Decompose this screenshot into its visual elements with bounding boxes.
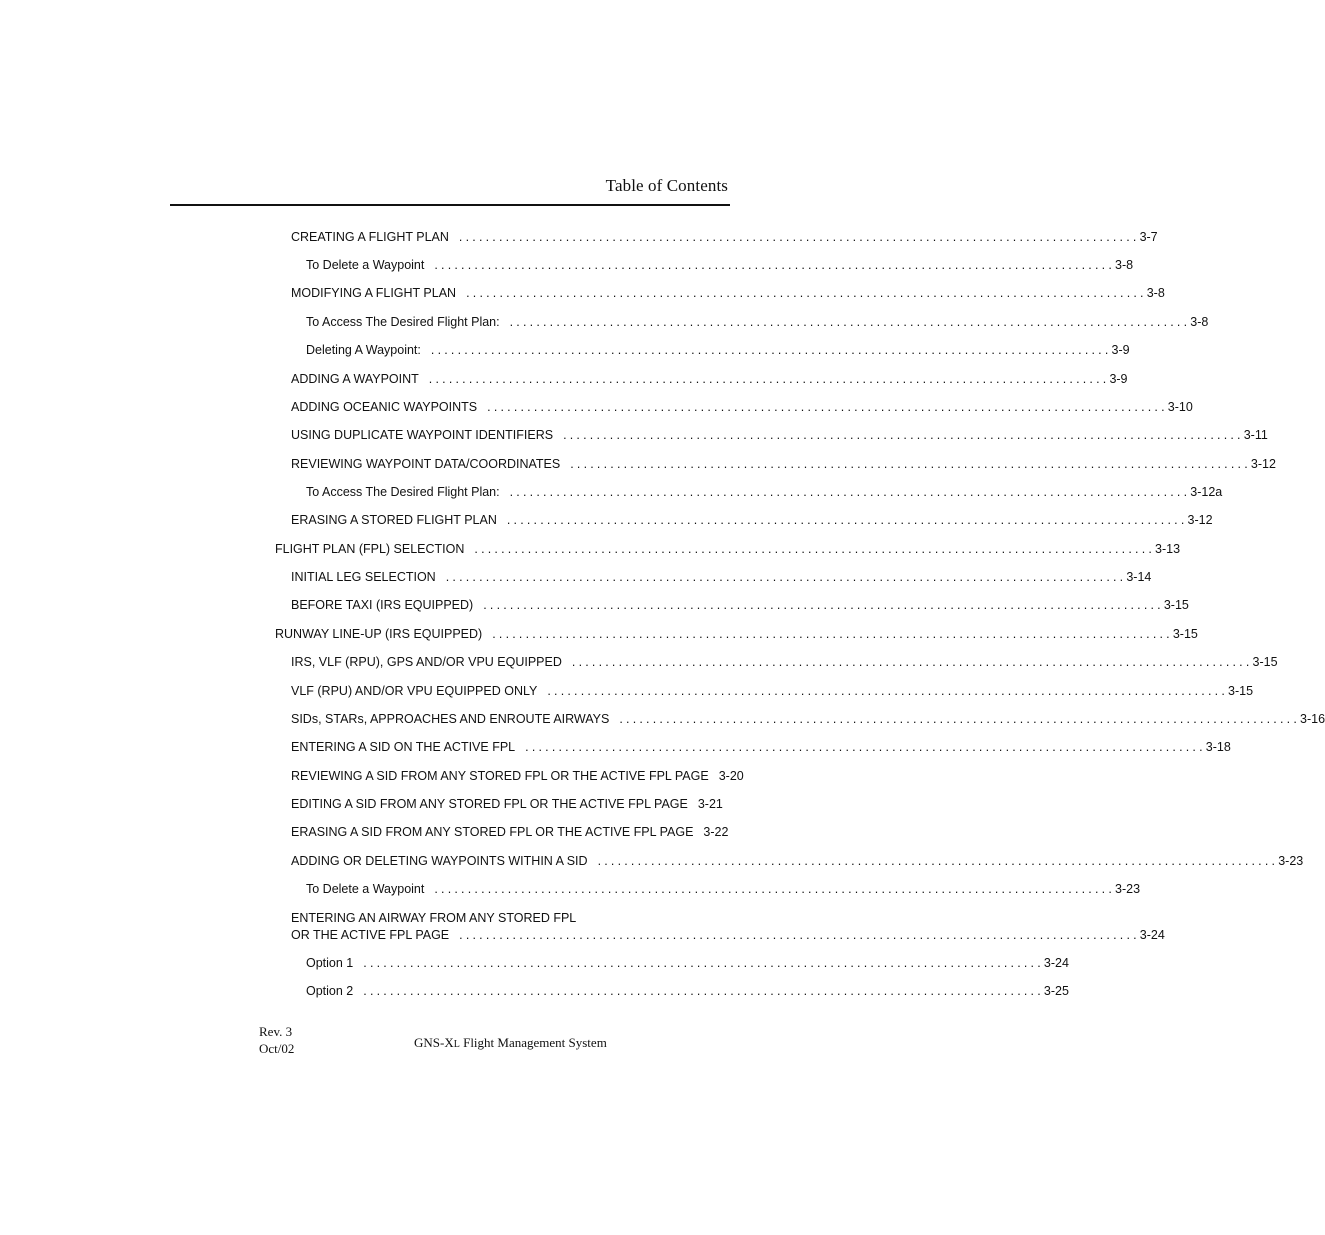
toc-entry-label: Deleting A Waypoint: — [306, 343, 421, 357]
revision-info — [259, 1023, 294, 1057]
toc-entry-label: IRS, VLF (RPU), GPS AND/OR VPU EQUIPPED — [291, 655, 562, 669]
toc-entry-label: Option 1 — [306, 956, 354, 970]
toc-entry-label: To Access The Desired Flight Plan: — [306, 315, 500, 329]
toc-entry[interactable] — [291, 569, 1152, 586]
toc-entry[interactable] — [291, 597, 1189, 614]
dot-leader: ...................................................................................................... — [547, 684, 1228, 698]
dot-leader: ...................................................................................................... — [619, 712, 1300, 726]
toc-entry-label: BEFORE TAXI (IRS EQUIPPED) — [291, 598, 474, 612]
toc-entry-page: 3-16 — [1300, 712, 1325, 726]
toc-entry-page: 3-7 — [1139, 230, 1158, 244]
toc-entry[interactable] — [291, 285, 1165, 302]
toc-entry[interactable] — [306, 983, 1069, 1000]
toc-entry-label-continued: OR THE ACTIVE FPL PAGE — [291, 928, 450, 942]
toc-entry-label: INITIAL LEG SELECTION — [291, 570, 436, 584]
dot-leader: ...................................................................................................... — [430, 343, 1112, 357]
toc-entry-label: ENTERING AN AIRWAY FROM ANY STORED FPL — [291, 911, 577, 925]
dot-leader: ...................................................................................................... — [363, 984, 1044, 998]
toc-entry-page: 3-9 — [1111, 343, 1130, 357]
toc-entry-label: To Delete a Waypoint — [306, 258, 425, 272]
toc-entry-page: 3-8 — [1190, 315, 1209, 329]
toc-entry-page: 3-13 — [1155, 542, 1181, 556]
product-title — [414, 1034, 607, 1053]
dot-leader: ...................................................................................................... — [458, 230, 1140, 244]
toc-entry[interactable] — [291, 711, 1325, 728]
dot-leader: ...................................................................................................... — [434, 882, 1115, 896]
toc-entry[interactable] — [291, 739, 1231, 756]
toc-entry-page: 3-8 — [1146, 286, 1165, 300]
toc-entry[interactable] — [306, 484, 1223, 501]
toc-entry-label: ENTERING A SID ON THE ACTIVE FPL — [291, 740, 516, 754]
toc-entry-label: ADDING OR DELETING WAYPOINTS WITHIN A SID — [291, 854, 588, 868]
toc-entry[interactable] — [275, 541, 1181, 558]
toc-entry-label: ERASING A STORED FLIGHT PLAN — [291, 513, 497, 527]
toc-entry[interactable] — [291, 824, 729, 841]
toc-entry[interactable] — [291, 512, 1213, 529]
toc-entry-page: 3-25 — [1043, 984, 1069, 998]
toc-entry[interactable] — [291, 796, 723, 813]
toc-entry-label: MODIFYING A FLIGHT PLAN — [291, 286, 457, 300]
toc-entry[interactable] — [291, 910, 1165, 944]
toc-entry-label: USING DUPLICATE WAYPOINT IDENTIFIERS — [291, 428, 554, 442]
dot-leader: ...................................................................................................... — [466, 286, 1147, 300]
dot-leader: ...................................................................................................... — [459, 928, 1140, 942]
dot-leader: ...................................................................................................... — [487, 400, 1168, 414]
toc-entry-page: 3-12 — [1250, 457, 1276, 471]
toc-entry-label: Option 2 — [306, 984, 354, 998]
revision-number: Rev. 3 — [259, 1024, 293, 1039]
toc-entry-page: 3-22 — [703, 825, 729, 839]
dot-leader: ...................................................................................................... — [363, 956, 1044, 970]
dot-leader: ...................................................................................................... — [428, 372, 1110, 386]
toc-entry[interactable] — [291, 654, 1278, 671]
toc-entry-page: 3-24 — [1139, 928, 1165, 942]
toc-entry-page: 3-21 — [697, 797, 723, 811]
toc-entry-page: 3-12 — [1187, 513, 1213, 527]
dot-leader: ...................................................................................................... — [506, 513, 1188, 527]
revision-date: Oct/02 — [259, 1041, 295, 1056]
toc-entry[interactable] — [275, 626, 1198, 643]
toc-entry-label: To Delete a Waypoint — [306, 882, 425, 896]
toc-entry[interactable] — [306, 257, 1134, 274]
toc-entry-label: SIDs, STARs, APPROACHES AND ENROUTE AIRWAYS — [291, 712, 610, 726]
toc-entry[interactable] — [291, 853, 1304, 870]
toc-entry-page: 3-15 — [1228, 684, 1254, 698]
toc-entry-page: 3-15 — [1172, 627, 1198, 641]
dot-leader: ...................................................................................................... — [445, 570, 1127, 584]
toc-entry[interactable] — [306, 342, 1130, 359]
toc-entry-label: ERASING A SID FROM ANY STORED FPL OR THE ACTIVE FPL PAGE — [291, 825, 694, 839]
toc-entry-page: 3-9 — [1109, 372, 1128, 386]
toc-entry[interactable] — [291, 456, 1276, 473]
toc-entry-page: 3-12a — [1190, 485, 1223, 499]
toc-entry-label: CREATING A FLIGHT PLAN — [291, 230, 449, 244]
toc-entry-page: 3-18 — [1205, 740, 1231, 754]
toc-entry-page: 3-15 — [1252, 655, 1278, 669]
toc-entry[interactable] — [291, 371, 1128, 388]
toc-entry-label: VLF (RPU) AND/OR VPU EQUIPPED ONLY — [291, 684, 538, 698]
toc-entry[interactable] — [291, 768, 744, 785]
toc-entry-page: 3-11 — [1243, 428, 1268, 442]
toc-entry-label: REVIEWING WAYPOINT DATA/COORDINATES — [291, 457, 561, 471]
toc-entry[interactable] — [291, 229, 1158, 246]
toc-entry-page: 3-20 — [718, 769, 744, 783]
dot-leader: ...................................................................................................... — [570, 457, 1251, 471]
dot-leader: ...................................................................................................... — [474, 542, 1156, 556]
toc-entry-label: REVIEWING A SID FROM ANY STORED FPL OR THE ACTIVE FPL PAGE — [291, 769, 709, 783]
toc-entry[interactable] — [306, 955, 1069, 972]
toc-entry-label: EDITING A SID FROM ANY STORED FPL OR THE ACTIVE FPL PAGE — [291, 797, 688, 811]
toc-entry-label: ADDING OCEANIC WAYPOINTS — [291, 400, 478, 414]
page-title: Table of Contents — [605, 176, 728, 195]
dot-leader: ...................................................................................................... — [597, 854, 1279, 868]
toc-entry[interactable] — [291, 683, 1254, 700]
product-name-suffix: L — [453, 1039, 460, 1050]
toc-entry-label: RUNWAY LINE-UP (IRS EQUIPPED) — [275, 627, 483, 641]
toc-entry[interactable] — [306, 314, 1209, 331]
dot-leader: ...................................................................................................... — [483, 598, 1164, 612]
toc-entry-label: To Access The Desired Flight Plan: — [306, 485, 500, 499]
dot-leader: ...................................................................................................... — [525, 740, 1206, 754]
dot-leader: ...................................................................................................... — [563, 428, 1244, 442]
product-name: GNS-X — [414, 1035, 454, 1050]
dot-leader: ...................................................................................................... — [434, 258, 1115, 272]
toc-entry[interactable] — [306, 881, 1141, 898]
toc-entry[interactable] — [291, 427, 1268, 444]
toc-entry-page: 3-10 — [1167, 400, 1193, 414]
toc-entry-label: FLIGHT PLAN (FPL) SELECTION — [275, 542, 465, 556]
toc-entry-page: 3-23 — [1115, 882, 1141, 896]
toc-entry-page: 3-23 — [1278, 854, 1304, 868]
dot-leader: ...................................................................................................... — [509, 485, 1191, 499]
toc-entry-label: ADDING A WAYPOINT — [291, 372, 419, 386]
toc-entry[interactable] — [291, 399, 1193, 416]
toc-entry-page: 3-15 — [1163, 598, 1189, 612]
dot-leader: ...................................................................................................... — [492, 627, 1173, 641]
dot-leader: ...................................................................................................... — [571, 655, 1253, 669]
toc-entry-page: 3-14 — [1126, 570, 1152, 584]
dot-leader: ...................................................................................................... — [509, 315, 1191, 329]
toc-entry-page: 3-8 — [1115, 258, 1134, 272]
product-name-rest: Flight Management System — [459, 1035, 607, 1050]
toc-entry-page: 3-24 — [1043, 956, 1069, 970]
